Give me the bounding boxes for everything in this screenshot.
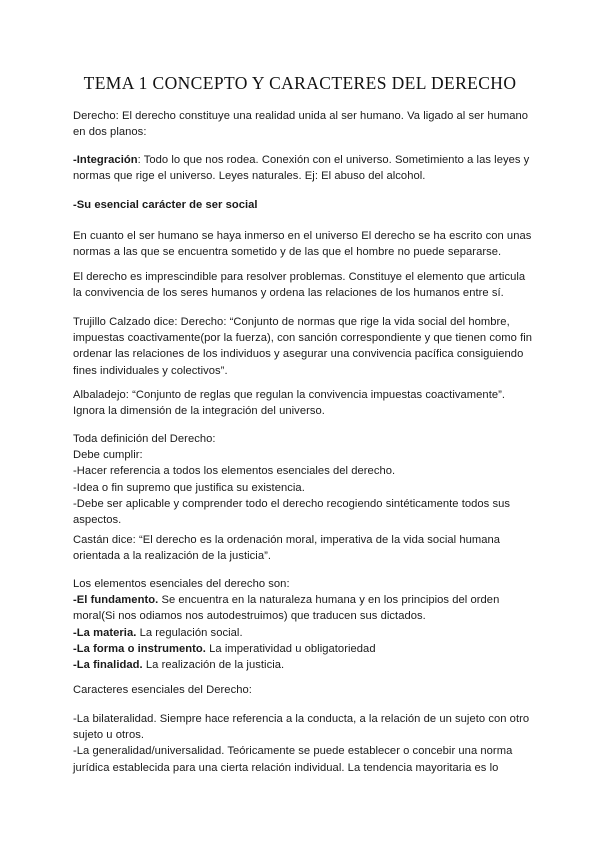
text-line [73, 152, 533, 168]
paragraph-caracteres-list [73, 711, 533, 776]
bold-term: -La materia. [73, 626, 137, 639]
text-line: en dos planos: [73, 126, 147, 139]
text-line: orientada a la realización de la justicia”. [73, 550, 272, 563]
text-line: El derecho es imprescindible para resolver problemas. Constituye el elemento que articula [73, 271, 526, 283]
list-item [73, 641, 533, 657]
text-line: Trujillo Calzado dice: Derecho: “Conjunto de normas que rige la vida social del hombre, [73, 316, 510, 328]
paragraph-derecho [73, 108, 533, 140]
list-item: -Idea o fin supremo que justifica su existencia. [73, 481, 305, 494]
paragraph-elementos [73, 576, 533, 673]
paragraph-trujillo [73, 314, 533, 379]
text-line: moral(Si nos odiamos nos autodestruimos) que traducen sus dictados. [73, 610, 426, 623]
list-item [73, 592, 533, 608]
text-span: : Todo lo que nos rodea. Conexión con el universo. Sometimiento a las leyes y [137, 154, 530, 166]
section-heading [73, 197, 533, 213]
text-span: La imperatividad u obligatoriedad [205, 642, 376, 655]
paragraph-ser-humano [73, 228, 533, 260]
text-line: jurídica establecida para una cierta relación individual. La tendencia mayoritaria es lo [73, 761, 499, 774]
text-line: En cuanto el ser humano se haya inmerso en el universo El derecho se ha escrito con unas [73, 230, 532, 242]
paragraph-integracion [73, 152, 533, 184]
text-line: aspectos. [73, 514, 122, 527]
list-item: -La bilateralidad. Siempre hace referencia a la conducta, a la relación de un sujeto con otro [73, 713, 530, 725]
bold-term: -La finalidad. [73, 659, 143, 672]
text-line: ordenar las relaciones de los individuos y asegurar una convivencia pacífica consiguiendo [73, 348, 524, 361]
text-span: Se encuentra en la naturaleza humana y en los principios del orden [158, 594, 500, 607]
list-item: -Hacer referencia a todos los elementos esenciales del derecho. [73, 465, 396, 478]
text-line: fines individuales y colectivos”. [73, 364, 228, 377]
paragraph-imprescindible [73, 269, 533, 301]
paragraph-albaladejo [73, 387, 533, 419]
text-line: sujeto u otros. [73, 729, 145, 742]
page-title: TEMA 1 CONCEPTO Y CARACTERES DEL DERECHO [83, 73, 517, 93]
list-item: -Debe ser aplicable y comprender todo el derecho recogiendo sintéticamente todos sus [73, 497, 511, 510]
text-line: la convivencia de los seres humanos y ordena las relaciones de los humanos entre sí. [73, 287, 504, 300]
text-line: impuestas coactivamente(por la fuerza), con sanción correspondiente y que tienen como fin [73, 332, 533, 345]
bold-heading: -Su esencial carácter de ser social [73, 199, 258, 211]
text-line: Castán dice: “El derecho es la ordenación moral, imperativa de la vida social humana [73, 534, 501, 546]
text-line: normas que rige el universo. Leyes naturales. Ej: El abuso del alcohol. [73, 170, 426, 183]
text-line: Ignora la dimensión de la integración del universo. [73, 405, 325, 418]
bold-term: -La forma o instrumento. [73, 642, 206, 655]
paragraph-castan [73, 532, 533, 564]
paragraph-definicion [73, 431, 533, 528]
list-item [73, 657, 533, 673]
text-line: Albaladejo: “Conjunto de reglas que regulan la convivencia impuestas coactivamente”. [73, 389, 506, 401]
text-line: Toda definición del Derecho: [73, 433, 216, 445]
list-item [73, 625, 533, 641]
bold-term: -Integración [73, 154, 138, 166]
list-item: -La generalidad/universalidad. Teóricamente se puede establecer o concebir una norma [73, 745, 513, 758]
paragraph-caracteres [73, 682, 533, 698]
text-line: Caracteres esenciales del Derecho: [73, 684, 252, 696]
text-span: La regulación social. [136, 626, 243, 639]
text-line: Debe cumplir: [73, 449, 143, 462]
text-line: Derecho: El derecho constituye una realidad unida al ser humano. Va ligado al ser humano [73, 110, 529, 122]
bold-term: -El fundamento. [73, 594, 159, 607]
text-line: normas a las que se encuentra sometido y de las que el hombre no puede separarse. [73, 246, 502, 259]
text-span: La realización de la justicia. [142, 659, 285, 672]
text-line: Los elementos esenciales del derecho son: [73, 578, 290, 590]
